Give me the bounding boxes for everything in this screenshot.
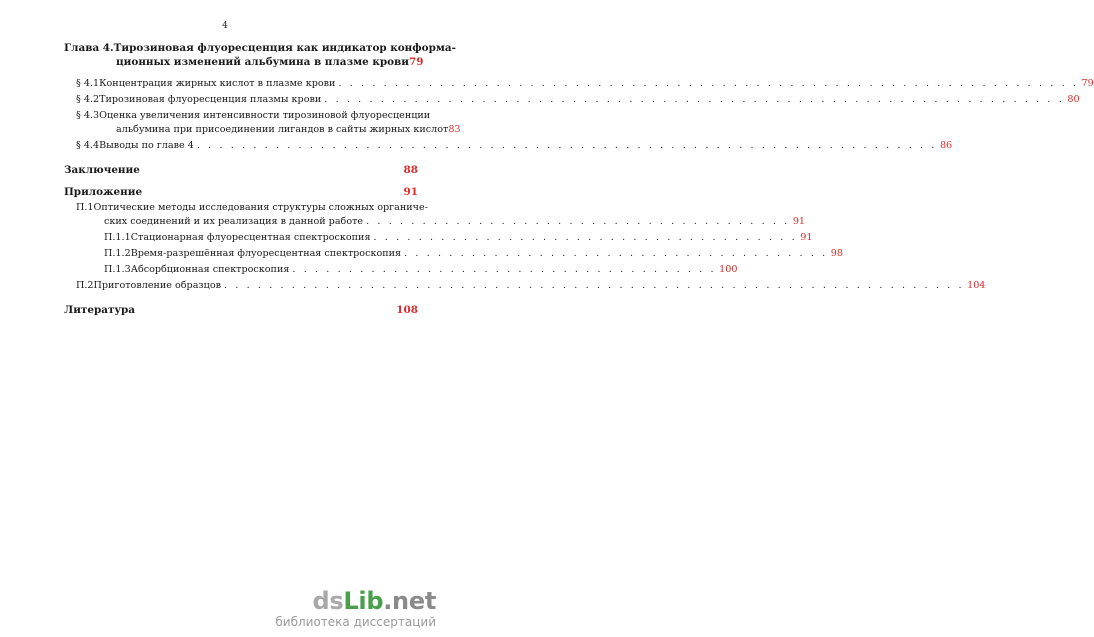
subsection-title: Время-разрешённая флуоресцентная спектроскопия: [130, 248, 402, 259]
section-number: § 4.4: [76, 140, 100, 151]
leader-dots: . . . . . . . . . . . . . . . . . . . . . . . . . . . . . . . . . . . . . .: [366, 216, 790, 227]
toc-page-number: 79: [1081, 78, 1094, 89]
toc-page-number: 100: [719, 264, 738, 275]
conclusion-title: Заключение: [64, 164, 140, 176]
leader-dots: . . . . . . . . . . . . . . . . . . . . . . . . . . . . . . . . . . . . . .: [373, 232, 798, 243]
toc-section-4-4[interactable]: [76, 140, 953, 152]
literature-title: Литература: [64, 304, 136, 316]
appendix-item-title: Приготовление образцов: [93, 280, 221, 291]
toc-literature[interactable]: [64, 304, 418, 316]
dslib-logo: [275, 588, 436, 614]
section-title: Оценка увеличения интенсивности тирозиновой флуоресценции: [99, 110, 431, 121]
toc-appendix-p2[interactable]: [76, 280, 986, 292]
appendix-title: Приложение: [64, 186, 143, 198]
toc-page-number: 80: [1067, 94, 1080, 105]
toc-page-number: 91: [800, 232, 813, 243]
logo-ds-text: ds: [312, 587, 344, 615]
subsection-title: Абсорбционная спектроскопия: [130, 264, 290, 275]
toc-conclusion[interactable]: [64, 164, 418, 176]
leader-dots: . . . . . . . . . . . . . . . . . . . . . . . . . . . . . . . . . . . . . . . . . . . . . . . . . . . . . . . . . . . . . . . . . .: [324, 94, 1065, 105]
subsection-title: Стационарная флуоресцентная спектроскопия: [130, 232, 371, 243]
toc-appendix[interactable]: [64, 186, 418, 198]
toc-page-number: 104: [967, 280, 986, 291]
toc-page-number: 108: [396, 304, 418, 316]
toc-appendix-p1-3[interactable]: [104, 264, 738, 276]
logo-net-text: .net: [383, 587, 436, 615]
toc-chapter-4-line2[interactable]: [116, 56, 424, 68]
section-title: Концентрация жирных кислот в плазме крови: [99, 78, 336, 89]
leader-dots: . . . . . . . . . . . . . . . . . . . . . . . . . . . . . . . . . . . . . . . . . . . . . . . . . . . . . . . . . . . . . . . . . .: [224, 280, 965, 291]
leader-dots: . . . . . . . . . . . . . . . . . . . . . . . . . . . . . . . . . . . . . .: [292, 264, 717, 275]
chapter-title: Тирозиновая флуоресценция как индикатор конформа-: [113, 42, 456, 54]
toc-appendix-p1-line2[interactable]: [104, 216, 806, 228]
toc-section-4-3-line2[interactable]: [116, 124, 461, 136]
dslib-watermark: [275, 588, 436, 629]
toc-page-number: 98: [830, 248, 844, 259]
toc-page-number: 91: [403, 186, 418, 198]
toc-section-4-2[interactable]: [76, 94, 1080, 106]
section-number: § 4.3: [76, 110, 100, 121]
toc-chapter-4-line1[interactable]: [64, 42, 456, 54]
toc-page-number: 83: [448, 124, 461, 135]
appendix-item-title-continued: ских соединений и их реализация в данной работе: [104, 216, 364, 227]
leader-dots: . . . . . . . . . . . . . . . . . . . . . . . . . . . . . . . . . . . . . .: [404, 248, 828, 259]
toc-page-number: 86: [939, 140, 953, 151]
subsection-number: П.1.1: [104, 232, 131, 243]
toc-appendix-p1-2[interactable]: [104, 248, 844, 260]
toc-page-number: 91: [792, 216, 806, 227]
chapter-number: Глава 4.: [64, 42, 114, 54]
toc-appendix-p1-1[interactable]: [104, 232, 813, 244]
section-number: § 4.1: [76, 78, 100, 89]
chapter-title-continued: ционных изменений альбумина в плазме крови: [116, 56, 409, 68]
leader-dots: . . . . . . . . . . . . . . . . . . . . . . . . . . . . . . . . . . . . . . . . . . . . . . . . . . . . . . . . . . . . . . . . . .: [196, 140, 937, 151]
subsection-number: П.1.2: [104, 248, 131, 259]
section-number: § 4.2: [76, 94, 100, 105]
toc-appendix-p1-line1[interactable]: [76, 202, 428, 214]
logo-lib-text: Lib: [343, 587, 384, 615]
page-number: 4: [222, 21, 228, 31]
appendix-item-number: П.2: [76, 280, 94, 291]
leader-dots: . . . . . . . . . . . . . . . . . . . . . . . . . . . . . . . . . . . . . . . . . . . . . . . . . . . . . . . . . . . . . . . . . .: [338, 78, 1079, 89]
toc-section-4-3-line1[interactable]: [76, 110, 431, 122]
appendix-item-number: П.1: [76, 202, 94, 213]
toc-page-number: 79: [408, 56, 424, 68]
subsection-number: П.1.3: [104, 264, 131, 275]
toc-section-4-1[interactable]: [76, 78, 1094, 90]
toc-page-number: 88: [403, 164, 418, 176]
section-title: Выводы по главе 4: [99, 140, 194, 151]
watermark-subtitle: библиотека диссертаций: [275, 615, 436, 629]
section-title: Тирозиновая флуоресценция плазмы крови: [99, 94, 322, 105]
section-title-continued: альбумина при присоединении лигандов в сайты жирных кислот: [116, 124, 449, 135]
appendix-item-title: Оптические методы исследования структуры сложных органиче-: [93, 202, 428, 213]
